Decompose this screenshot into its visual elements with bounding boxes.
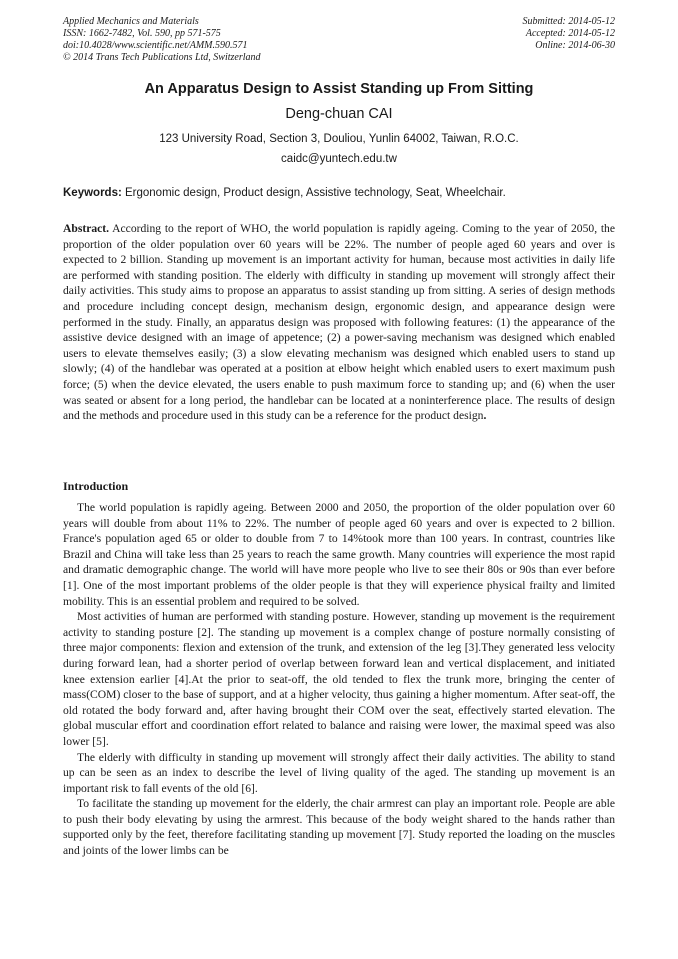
publication-dates <box>523 16 616 52</box>
abstract-label: Abstract. <box>63 222 110 235</box>
paper-title: An Apparatus Design to Assist Standing up From Sitting <box>144 81 534 97</box>
intro-paragraph-3: The elderly with difficulty in standing up movement will strongly affect their daily activities. The ability to stand up can be seen as an index to describe the level of living quality of the aged. The standing up movement is an important risk to fall events of the old [6]. <box>63 750 615 795</box>
online-date: Online: 2014-06-30 <box>535 40 615 51</box>
intro-paragraph-4: To facilitate the standing up movement for the elderly, the chair armrest can play an important role. People are able to push their body elevating by using the armrest. This because of the body weight shared to the hands rather than supported only by the feet, therefore facilitating standing up movement [7]. Study reported the loading on the muscles and joints of the lower limbs can be <box>63 797 615 858</box>
intro-paragraph-2: Most activities of human are performed with standing posture. However, standing up movement is the requirement activity to standing posture [2]. The standing up movement is a complex change of posture normally consisting of three major components: flexion and extension of the trunk, and extension of the leg [3].They generated less velocity during forward lean, had a shorter period of overlap between forward lean and vertical displacement, and initiated knee extension earlier [4].At the prior to seat-off, the old tended to flex the trunk more, bringing the center of mass(COM) closer to the base of support, and at a higher velocity, thus gaining a higher momentum. After seat-off, the old rotated the body forward and, after having brought their COM over the seat, effectively started elevation. The global muscular effort and coordination effort related to balance and raising were lower, the maximal speed was also lower [5]. <box>63 610 615 748</box>
journal-name: Applied Mechanics and Materials <box>63 16 199 27</box>
introduction-heading: Introduction <box>63 479 129 493</box>
abstract <box>63 221 615 424</box>
accepted-date: Accepted: 2014-05-12 <box>525 28 615 39</box>
author-name: Deng-chuan CAI <box>285 106 393 122</box>
copyright: © 2014 Trans Tech Publications Ltd, Switzerland <box>63 52 261 63</box>
author-affiliation: 123 University Road, Section 3, Douliou, Yunlin 64002, Taiwan, R.O.C. <box>159 133 519 145</box>
issn-volume: ISSN: 1662-7482, Vol. 590, pp 571-575 <box>63 28 221 39</box>
introduction-body <box>63 500 615 859</box>
author-email[interactable]: caidc@yuntech.edu.tw <box>281 153 397 165</box>
intro-paragraph-1: The world population is rapidly ageing. Between 2000 and 2050, the proportion of the older population over 60 years will double from about 11% to 22%. The number of people aged 60 years and over is expected to 2 billion. France's population aged 65 or older to double from 7 to 14%took more than 100 years. In contrast, countries like Brazil and China will take less than 25 years to reach the same growth. Many countries will experience the most rapid and dramatic demographic change. The world will have more people who live to see their 80s or 90s than ever before [1]. One of the most important problems of the older people is that they will experience physical frailty and limited mobility. This is an essential problem and required to be solved. <box>63 501 615 608</box>
doi[interactable]: doi:10.4028/www.scientific.net/AMM.590.571 <box>63 40 248 51</box>
keywords-text: Ergonomic design, Product design, Assistive technology, Seat, Wheelchair. <box>121 187 506 199</box>
keywords-label: Keywords: <box>63 187 122 199</box>
journal-info <box>63 16 261 64</box>
abstract-end: . <box>483 409 487 423</box>
keywords <box>63 186 615 201</box>
abstract-text: According to the report of WHO, the world population is rapidly ageing. Coming to the year of 2050, the proportion of the older population over 60 years will be 22%. The number of people aged 60 years and over is expected to 2 billion. Standing up movement is an important activity for human, because most activities in daily life are performed with standing position. The elderly with difficulty in standing up movement will strongly affect their daily activities. This study aims to propose an apparatus to assist standing up from sitting. A series of design methods and procedure including concept design, mechanism design, ergonomic design, and appearance design were performed in the study. Finally, an apparatus design was proposed with following features: (1) the appearance of the assistive device designed with an image of appetence; (2) a power-saving mechanism was designed which enabled users to elevate themselves easily; (3) a slow elevating mechanism was designed which enabled users to stand up slowly; (4) of the handlebar was operated at a position at elbow height which enabled users to exert maximum push force; (5) when the device elevated, the users enable to push maximum force to standing up; and (6) when the user was seated or absent for a long period, the handlebar can be located at a noninterference place. The results of design and the methods and procedure used in this study can be a reference for the product design <box>63 222 615 423</box>
submitted-date: Submitted: 2014-05-12 <box>522 16 615 27</box>
